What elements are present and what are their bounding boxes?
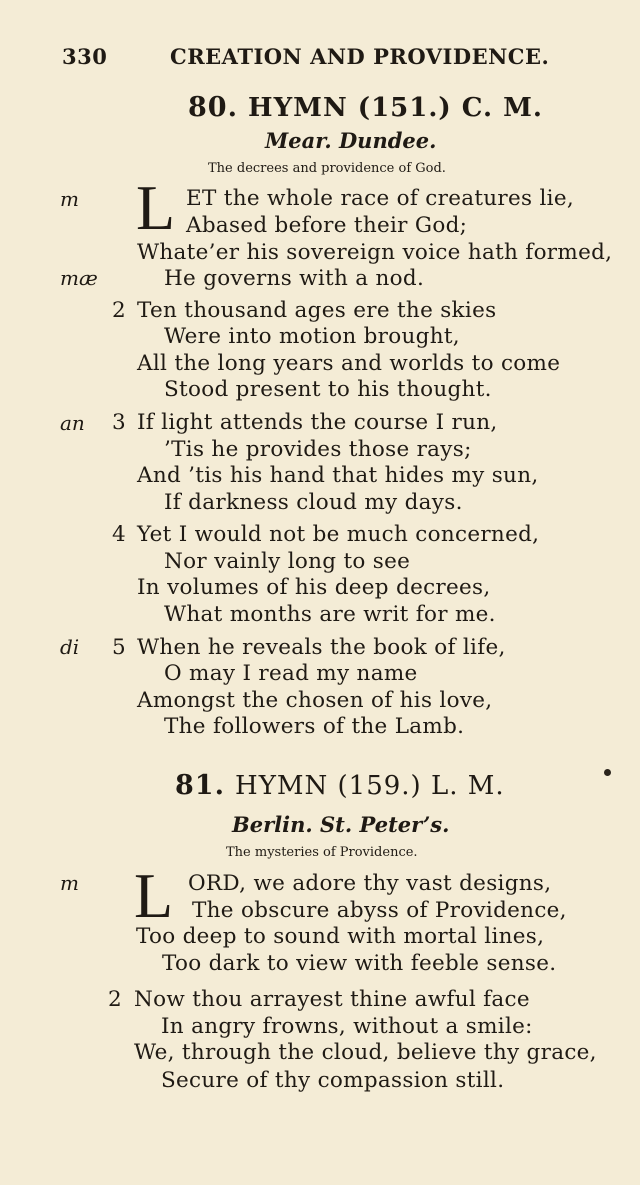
hymn-80-tunes: Mear. Dundee.: [265, 128, 437, 153]
drop-cap: L: [134, 860, 174, 931]
marginal-mark: m: [60, 871, 79, 895]
verse-number: 3: [112, 410, 126, 435]
verse-line: What months are writ for me.: [164, 602, 496, 627]
verse-line: The obscure abyss of Providence,: [192, 898, 567, 923]
verse-number: 2: [112, 298, 126, 323]
verse-number: 4: [112, 522, 126, 547]
hymn-81-tunes: Berlin. St. Peter’s.: [232, 812, 450, 837]
ink-dot: [604, 769, 611, 776]
marginal-mark: di: [60, 635, 80, 659]
hymn-81-heading: [175, 770, 505, 801]
verse-line: ORD, we adore thy vast designs,: [188, 871, 552, 896]
hymn-81-number: 81.: [175, 770, 225, 801]
verse-line: Yet I would not be much concerned,: [137, 522, 540, 547]
verse-line: ET the whole race of creatures lie,: [186, 186, 574, 211]
drop-cap: L: [136, 172, 176, 243]
verse-line: In volumes of his deep decrees,: [137, 575, 491, 600]
marginal-mark: an: [60, 411, 85, 435]
verse-line: Stood present to his thought.: [164, 377, 492, 402]
marginal-mark: m: [60, 187, 79, 211]
verse-line: If darkness cloud my days.: [164, 490, 463, 515]
hymn-81-title: HYMN (159.) L. M.: [235, 771, 505, 801]
verse-line: All the long years and worlds to come: [137, 351, 561, 376]
hymn-80-heading: [188, 92, 543, 123]
verse-line: Now thou arrayest thine awful face: [134, 987, 530, 1012]
verse-number: 2: [108, 987, 122, 1012]
running-title: CREATION AND PROVIDENCE.: [170, 44, 550, 69]
verse-line: In angry frowns, without a smile:: [161, 1014, 533, 1039]
verse-line: Too deep to sound with mortal lines,: [136, 924, 545, 949]
verse-line: Secure of thy compassion still.: [161, 1068, 505, 1093]
hymn-80-subject: The decrees and providence of God.: [208, 161, 446, 176]
verse-line: Amongst the chosen of his love,: [137, 688, 493, 713]
page-number: 330: [62, 44, 108, 69]
verse-line: Abased before their God;: [186, 213, 468, 238]
verse-line: When he reveals the book of life,: [137, 635, 506, 660]
verse-line: We, through the cloud, believe thy grace,: [134, 1040, 597, 1065]
marginal-mark: mæ: [60, 266, 98, 290]
verse-line: Whate’er his sovereign voice hath formed,: [137, 240, 613, 265]
verse-line: Nor vainly long to see: [164, 549, 411, 574]
verse-number: 5: [112, 635, 126, 660]
verse-line: If light attends the course I run,: [137, 410, 498, 435]
verse-line: And ’tis his hand that hides my sun,: [137, 463, 539, 488]
verse-line: He governs with a nod.: [164, 266, 425, 291]
verse-line: Were into motion brought,: [164, 324, 460, 349]
verse-line: Too dark to view with feeble sense.: [162, 951, 557, 976]
hymn-81-subject: The mysteries of Providence.: [226, 845, 418, 860]
hymn-80-number: 80.: [188, 92, 238, 123]
verse-line: Ten thousand ages ere the skies: [137, 298, 497, 323]
hymn-80-title: HYMN (151.) C. M.: [248, 93, 543, 123]
verse-line: ’Tis he provides those rays;: [164, 437, 472, 462]
verse-line: O may I read my name: [164, 661, 418, 686]
verse-line: The followers of the Lamb.: [164, 714, 465, 739]
